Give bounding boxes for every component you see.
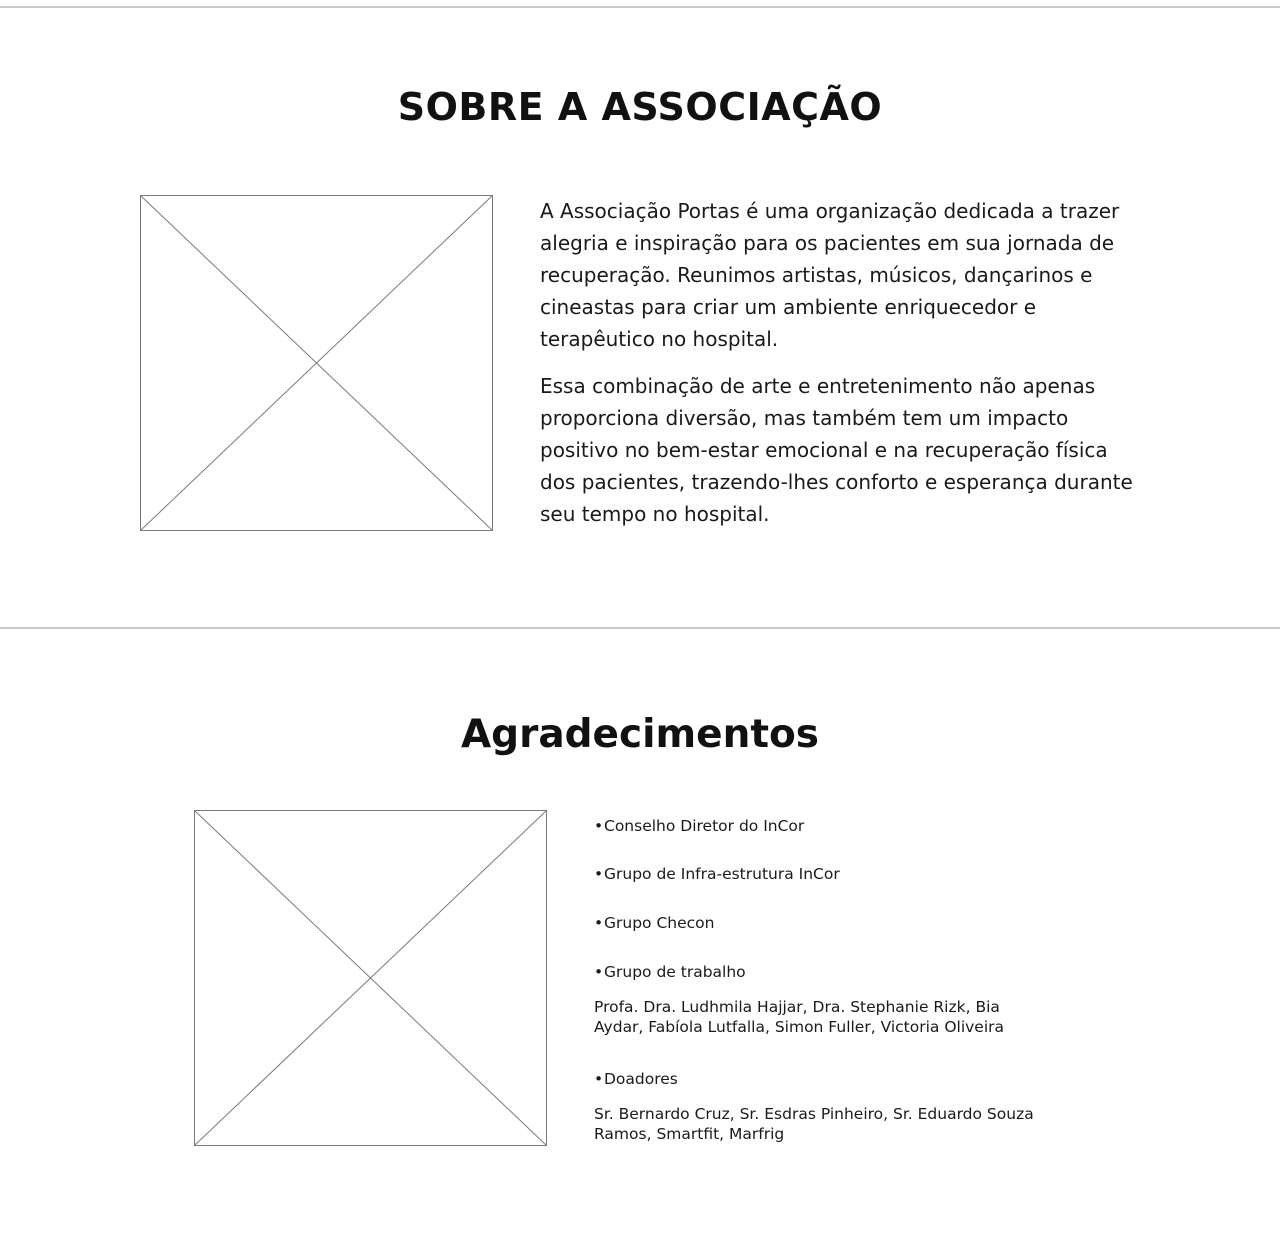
bullet: • xyxy=(594,865,604,883)
thanks-section-title: Agradecimentos xyxy=(460,712,819,757)
thanks-image-placeholder xyxy=(194,810,547,1146)
bullet: • xyxy=(594,963,604,981)
donors-list: Sr. Bernardo Cruz, Sr. Esdras Pinheiro, Sr. Eduardo Souza Ramos, Smartfit, Marfrig xyxy=(594,1105,1034,1143)
about-paragraph-2: Essa combinação de arte e entretenimento não apenas proporciona diversão, mas também tem um impacto positivo no bem-estar emocional e na recuperação física dos pacientes, trazendo-lhes conforto e esperança durante seu tempo no hospital. xyxy=(540,374,1133,526)
about-image-placeholder xyxy=(140,195,493,531)
about-paragraph-1: A Associação Portas é uma organização dedicada a trazer alegria e inspiração para os pacientes em sua jornada de recuperação. Reunimos artistas, músicos, dançarinos e cineastas para criar um ambiente enriquecedor e terapêutico no hospital. xyxy=(540,199,1120,351)
thanks-item-donors xyxy=(594,1068,678,1090)
bullet: • xyxy=(594,1070,604,1088)
image-placeholder-icon xyxy=(140,195,493,531)
bullet: • xyxy=(594,914,604,932)
thanks-item-label: Doadores xyxy=(604,1070,678,1088)
thanks-item-checon xyxy=(594,912,714,934)
thanks-item-label: Conselho Diretor do InCor xyxy=(604,817,805,835)
thanks-item-label: Grupo de Infra-estrutura InCor xyxy=(604,865,840,883)
bullet: • xyxy=(594,817,604,835)
top-divider xyxy=(0,6,1280,8)
about-text xyxy=(540,195,1140,545)
work-group-members: Profa. Dra. Ludhmila Hajjar, Dra. Stephanie Rizk, Bia Aydar, Fabíola Lutfalla, Simon Fuller, Victoria Oliveira xyxy=(594,998,1005,1036)
thanks-item-label: Grupo Checon xyxy=(604,914,715,932)
thanks-item-work-group xyxy=(594,961,746,983)
section-divider xyxy=(0,627,1280,629)
thanks-item-incor-board xyxy=(594,815,804,837)
about-section-title: SOBRE A ASSOCIAÇÃO xyxy=(397,85,883,129)
thanks-item-label: Grupo de trabalho xyxy=(604,963,746,981)
image-placeholder-icon xyxy=(194,810,547,1146)
thanks-item-infrastructure xyxy=(594,863,840,885)
